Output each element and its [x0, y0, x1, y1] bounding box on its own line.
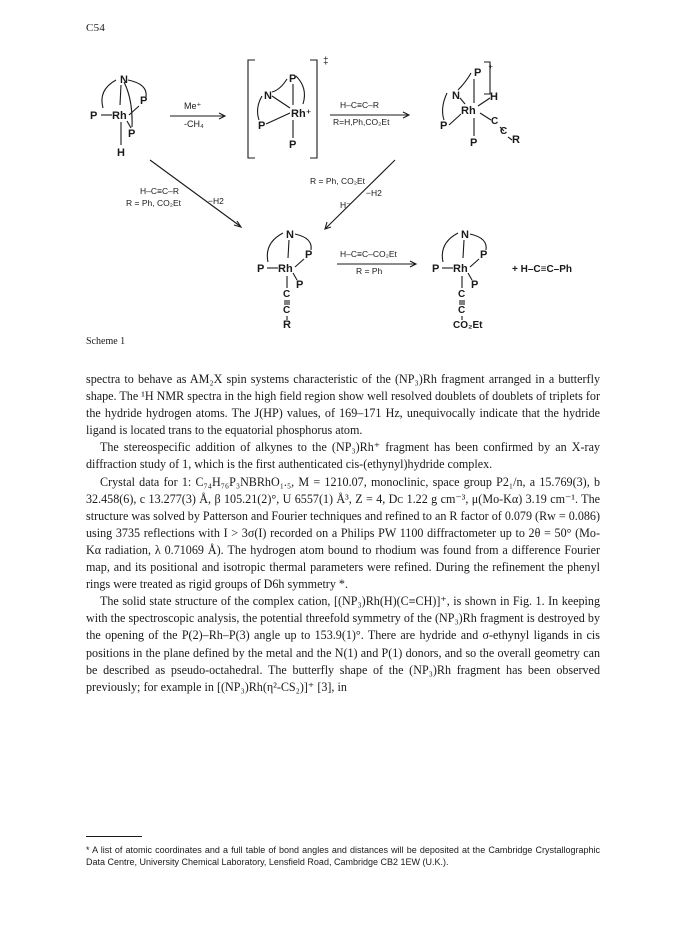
svg-text:P: P — [296, 279, 304, 291]
complex-top-right — [440, 62, 520, 149]
svg-text:Rh⁺: Rh⁺ — [291, 108, 312, 120]
svg-text:P: P — [470, 137, 478, 149]
arrow-methylation — [170, 101, 225, 129]
svg-text:Me⁺: Me⁺ — [184, 101, 202, 111]
svg-text:N: N — [264, 90, 272, 102]
svg-text:P: P — [140, 95, 148, 107]
svg-text:R = Ph, CO₂Et: R = Ph, CO₂Et — [310, 176, 366, 186]
svg-text:R: R — [512, 134, 520, 146]
svg-text:Rh: Rh — [453, 263, 468, 275]
svg-text:-CH₄: -CH₄ — [184, 119, 204, 129]
svg-text:N: N — [461, 229, 469, 241]
scheme-caption: Scheme 1 — [86, 336, 126, 347]
arrow-alkyne-addition — [330, 100, 409, 127]
svg-text:R = Ph: R = Ph — [356, 266, 383, 276]
complex-intermediate — [248, 56, 329, 158]
paragraph-1: spectra to behave as AM₂X spin systems characteristic of the (NP₃)Rh fragment arranged in a butterfly shape. The ¹H NMR spectra in the high field region show well resolved doublets of doublets of triplets for the hydride hydrogen atoms. The J(HP) values, of 169–171 Hz, unequivocally indicate that the hydride ligand is located trans to the equatorial phosphorus atom. — [86, 372, 600, 438]
svg-text:R: R — [283, 319, 291, 331]
svg-text:−H2: −H2 — [208, 196, 224, 206]
svg-text:H⁻: H⁻ — [340, 200, 351, 210]
svg-text:N: N — [120, 74, 128, 86]
svg-text:N: N — [286, 229, 294, 241]
svg-text:P: P — [289, 73, 297, 85]
svg-text:C: C — [283, 289, 291, 300]
complex-final — [432, 229, 572, 331]
arrow-left-diagonal — [126, 160, 241, 227]
complex-middle — [257, 229, 312, 331]
svg-text:H–C≡C–CO₂Et: H–C≡C–CO₂Et — [340, 249, 397, 259]
arrow-exchange — [337, 249, 416, 276]
svg-text:P: P — [90, 110, 98, 122]
svg-text:C: C — [491, 116, 499, 127]
svg-text:N: N — [452, 90, 460, 102]
svg-text:P: P — [440, 120, 448, 132]
reaction-scheme — [0, 0, 680, 340]
svg-text:P: P — [305, 249, 313, 261]
arrow-right-diagonal — [310, 160, 395, 229]
svg-text:H–C≡C–R: H–C≡C–R — [340, 100, 379, 110]
footnote-divider — [86, 836, 142, 837]
svg-text:−H2: −H2 — [366, 188, 382, 198]
footnote: * A list of atomic coordinates and a full table of bond angles and distances will be deposited at the Cambridge Crystallographic Data Centre, University Chemical Laboratory, Lensfield Road, Cambridge CB2 1EW (U.K.). — [86, 845, 600, 868]
svg-text:C: C — [283, 305, 291, 316]
svg-text:P: P — [258, 120, 266, 132]
svg-text:‡: ‡ — [323, 56, 329, 67]
svg-text:P: P — [480, 249, 488, 261]
svg-text:R = Ph, CO₂Et: R = Ph, CO₂Et — [126, 198, 182, 208]
svg-text:H: H — [490, 91, 498, 103]
svg-text:R=H,Ph,CO₂Et: R=H,Ph,CO₂Et — [333, 117, 390, 127]
paragraph-2: The stereospecific addition of alkynes to the (NP₃)Rh⁺ fragment has been confirmed by an X-ray diffraction study of 1, which is the first authenticated cis-(ethynyl)hydride complex. — [86, 440, 600, 472]
page-number: C54 — [86, 22, 106, 34]
body-text — [86, 371, 600, 696]
svg-text:⁺: ⁺ — [488, 64, 494, 75]
paragraph-3: Crystal data for 1: C₇₄H₇₆P₃NBRhO₁.₅, M = 1210.07, monoclinic, space group P2₁/n, a 15.769(3), b 32.458(6), c 13.277(3) Å, β 105.21(2)°, U 6557(1) Å³, Z = 4, Dᴄ 1.22 g cm⁻³, μ(Mo-Kα) 3.19 cm⁻¹. The structure was solved by Patterson and Fourier techniques and refined to an R factor of 0.079 (Rw = 0.086) using 3735 reflections with I > 3σ(I) recorded on a Philips PW 1100 diffractometer up to 2θ = 50° (Mo-Kα radiation, λ 0.71069 Å). The hydrogen atom bound to rhodium was found from a difference Fourier map, and its positional and isotropic thermal parameters were refined. During the refinement the phenyl rings were treated as rigid groups of D6h symmetry *. — [86, 474, 600, 592]
svg-text:+ H–C≡C–Ph: + H–C≡C–Ph — [512, 264, 573, 275]
svg-text:C: C — [500, 126, 508, 137]
svg-text:P: P — [432, 263, 440, 275]
svg-text:C: C — [458, 305, 466, 316]
svg-text:P: P — [474, 67, 482, 79]
svg-text:Rh: Rh — [112, 110, 127, 122]
complex-top-left — [90, 74, 147, 159]
svg-text:H: H — [117, 147, 125, 159]
svg-text:P: P — [128, 128, 136, 140]
svg-text:Rh: Rh — [278, 263, 293, 275]
svg-text:P: P — [471, 279, 479, 291]
svg-text:C: C — [458, 289, 466, 300]
svg-text:H–C≡C–R: H–C≡C–R — [140, 186, 179, 196]
svg-text:P: P — [257, 263, 265, 275]
svg-text:CO₂Et: CO₂Et — [453, 320, 483, 331]
svg-text:P: P — [289, 139, 297, 151]
paragraph-4: The solid state structure of the complex cation, [(NP₃)Rh(H)(C≡CH)]⁺, is shown in Fig. 1. In keeping with the spectroscopic analysis, the potential threefold symmetry of the (NP₃)Rh fragment is destroyed by the opening of the P(2)–Rh–P(3) angle up to 153.9(1)°. There are hydride and σ-ethynyl ligands in cis positions in the plane defined by the metal and the N(1) and P(1) donors, and so the overall geometry can be described as pseudo-octahedral. The butterfly shape of the (NP₃)Rh fragment has been observed previously; for example in [(NP₃)Rh(η²-CS₂)]⁺ [3], in — [86, 594, 600, 694]
svg-text:Rh: Rh — [461, 105, 476, 117]
